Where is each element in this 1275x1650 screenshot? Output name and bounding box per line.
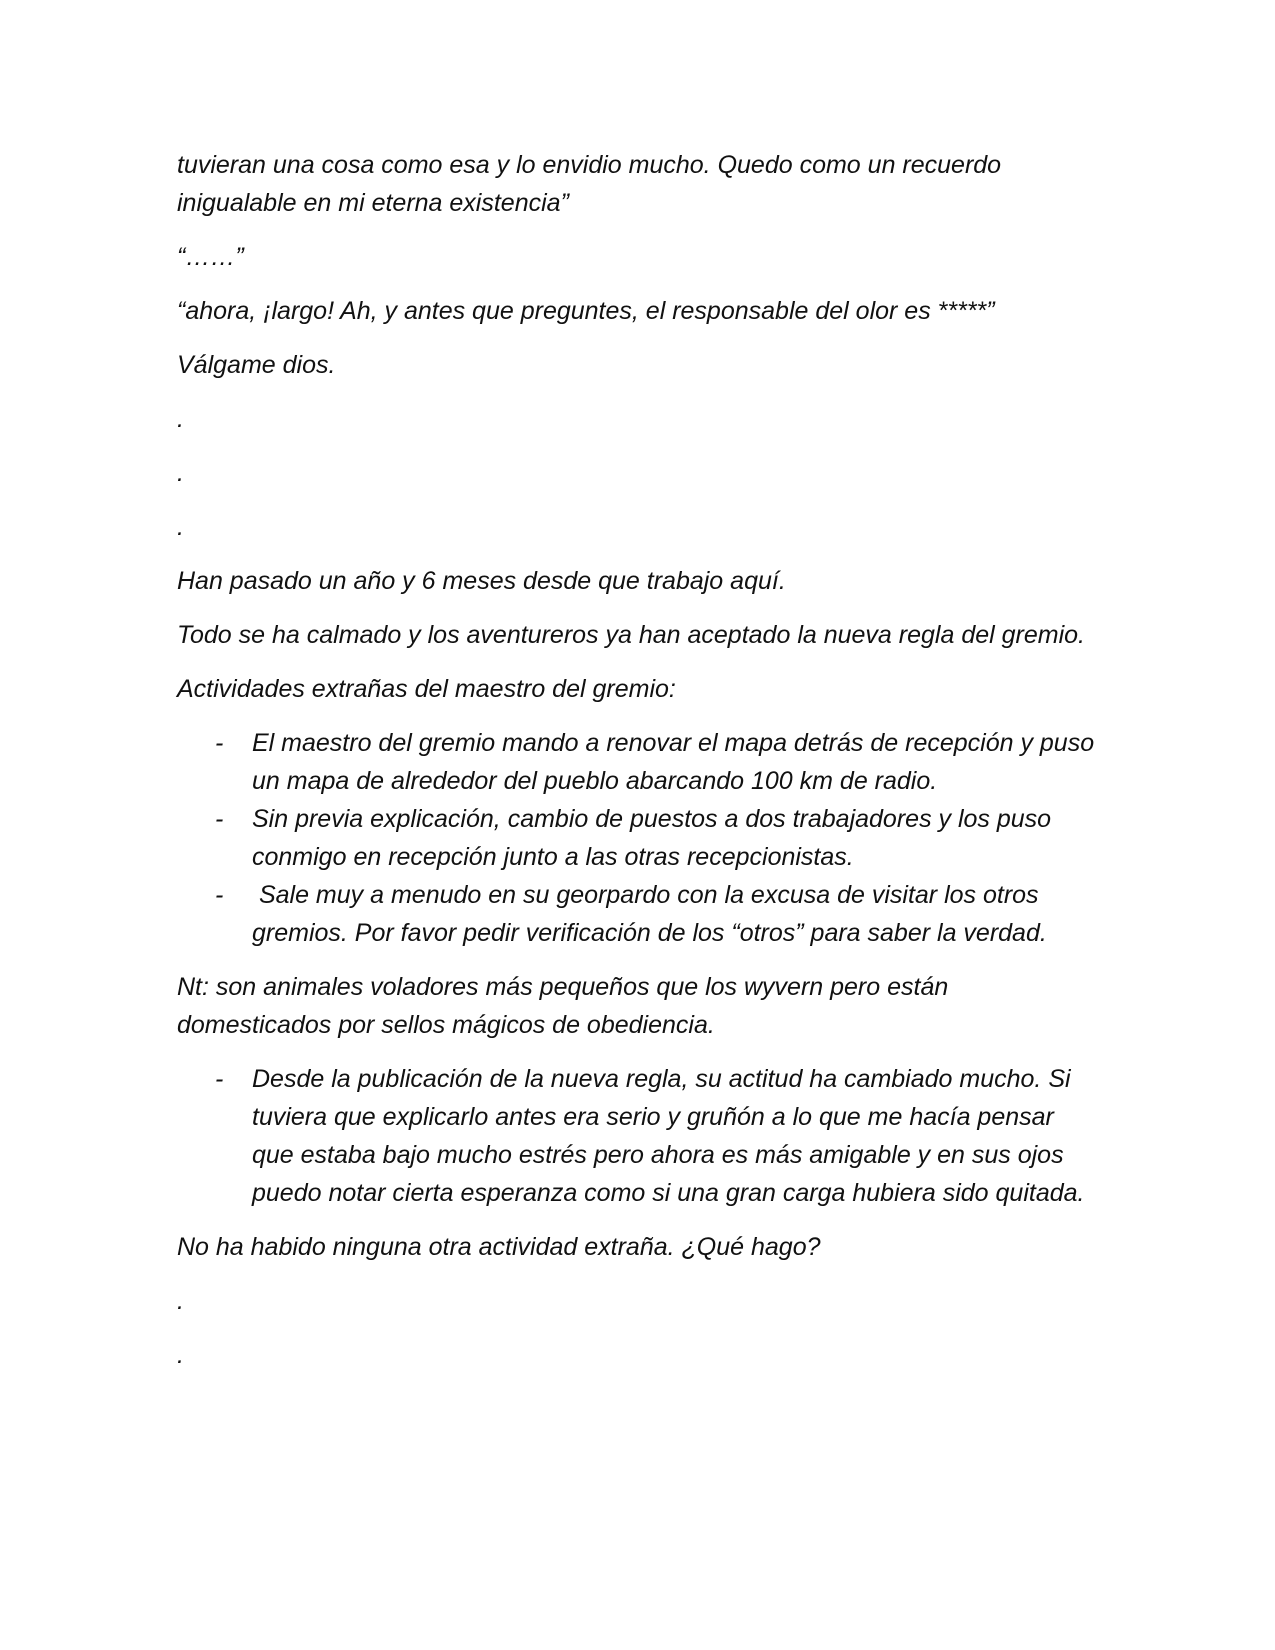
- list-heading: Actividades extrañas del maestro del gremio:: [177, 675, 676, 703]
- list-item: [177, 1060, 1097, 1212]
- list-item-text: Sale muy a menudo en su georpardo con la excusa de visitar los otros gremios. Por favor pedir verificación de los “otros” para saber la verdad.: [252, 881, 1047, 947]
- paragraph: Válgame dios.: [177, 351, 336, 379]
- list-item: [177, 800, 1097, 876]
- paragraph: Han pasado un año y 6 meses desde que trabajo aquí.: [177, 567, 786, 595]
- scene-separator-dot: .: [177, 1341, 184, 1369]
- list-item: [177, 876, 1097, 952]
- translator-note: Nt: son animales voladores más pequeños que los wyvern pero están domesticados por sellos mágicos de obediencia.: [177, 973, 949, 1039]
- paragraph: No ha habido ninguna otra actividad extraña. ¿Qué hago?: [177, 1233, 821, 1261]
- bullet-dash: -: [215, 881, 224, 909]
- bullet-dash: -: [215, 1065, 224, 1093]
- paragraph: Todo se ha calmado y los aventureros ya han aceptado la nueva regla del gremio.: [177, 621, 1085, 649]
- activities-list: [177, 724, 1097, 952]
- bullet-dash: -: [215, 729, 224, 757]
- activities-list-continued: [177, 1060, 1097, 1212]
- document-body: [177, 146, 1097, 1390]
- scene-separator-dot: .: [177, 513, 184, 541]
- paragraph: “……”: [177, 243, 244, 271]
- list-item: [177, 724, 1097, 800]
- scene-separator-dot: .: [177, 405, 184, 433]
- list-item-text: El maestro del gremio mando a renovar el mapa detrás de recepción y puso un mapa de alrededor del pueblo abarcando 100 km de radio.: [252, 729, 1095, 795]
- scene-separator-dot: .: [177, 459, 184, 487]
- list-item-text: Desde la publicación de la nueva regla, su actitud ha cambiado mucho. Si tuviera que explicarlo antes era serio y gruñón a lo que me hacía pensar que estaba bajo mucho estrés pero ahora es más amigable y en sus ojos puedo notar cierta esperanza como si una gran carga hubiera sido quitada.: [252, 1065, 1085, 1207]
- scene-separator-dot: .: [177, 1287, 184, 1315]
- paragraph: “ahora, ¡largo! Ah, y antes que preguntes, el responsable del olor es *****”: [177, 297, 995, 325]
- list-item-text: Sin previa explicación, cambio de puestos a dos trabajadores y los puso conmigo en recepción junto a las otras recepcionistas.: [252, 805, 1052, 871]
- paragraph: tuvieran una cosa como esa y lo envidio mucho. Quedo como un recuerdo inigualable en mi eterna existencia”: [177, 151, 1002, 217]
- bullet-dash: -: [215, 805, 224, 833]
